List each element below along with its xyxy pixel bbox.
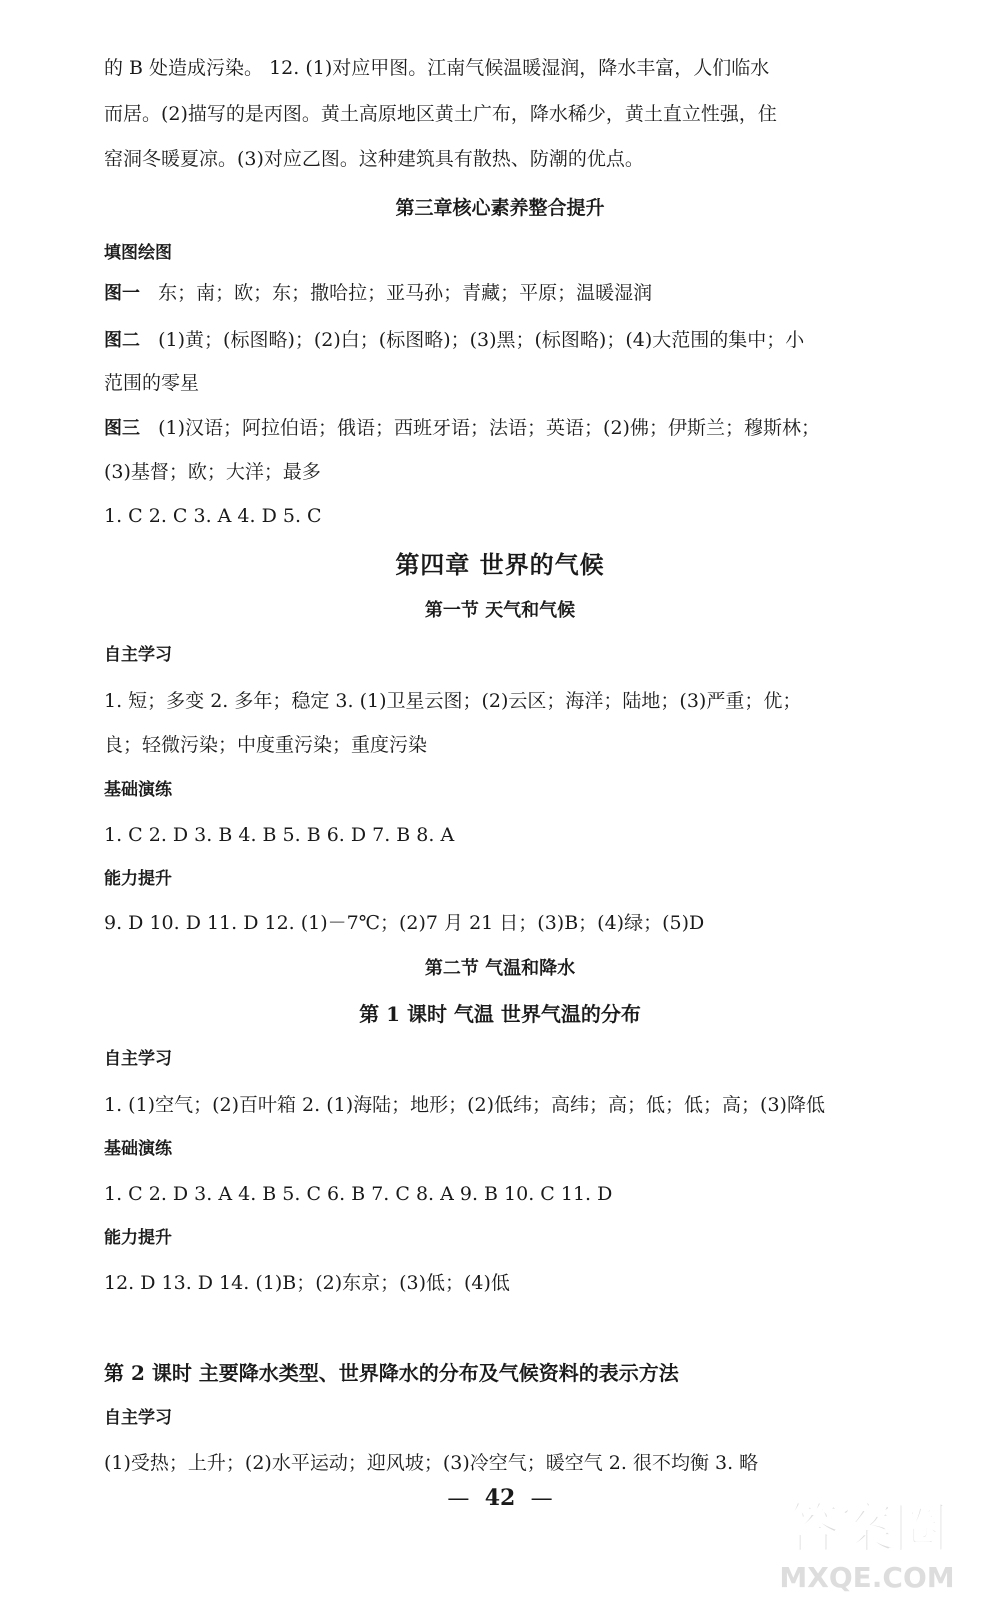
answer-list: 9. D 10. D 11. D 12. (1)－7℃；(2)7 月 21 日；(3)B；(4)绿；(5)D bbox=[104, 912, 705, 934]
answer-list: 1. C 2. C 3. A 4. D 5. C bbox=[104, 505, 322, 527]
section-title: 第二节 气温和降水 bbox=[424, 958, 576, 979]
section-title: 第三章核心素养整合提升 bbox=[395, 197, 605, 219]
figure-answer-2 bbox=[104, 327, 904, 354]
answer-list: (1)受热；上升；(2)水平运动；迎风坡；(3)冷空气；暖空气 2. 很不均衡 3. 略 bbox=[104, 1452, 759, 1474]
figure-text: (1)黄；(标图略)；(2)白；(标图略)；(3)黑；(标图略)；(4)大范围的集中；小 bbox=[158, 329, 805, 351]
text-line: 范围的零星 bbox=[104, 372, 200, 394]
section-title: 第一节 天气和气候 bbox=[424, 600, 576, 621]
chapter-title: 第四章 世界的气候 bbox=[395, 550, 605, 579]
figure-answer-1 bbox=[104, 280, 904, 307]
answer-list: 1. C 2. D 3. A 4. B 5. C 6. B 7. C 8. A 9. B 10. C 11. D bbox=[104, 1183, 613, 1205]
text-line: 良；轻微污染；中度重污染；重度污染 bbox=[104, 734, 428, 756]
page-number-dash: — bbox=[530, 1486, 553, 1511]
lesson-title: 第 1 课时 气温 世界气温的分布 bbox=[359, 1002, 641, 1026]
subsection-heading: 自主学习 bbox=[104, 645, 172, 665]
subsection-heading: 基础演练 bbox=[104, 1139, 172, 1159]
answer-list: 1. C 2. D 3. B 4. B 5. B 6. D 7. B 8. A bbox=[104, 824, 455, 846]
page-number bbox=[0, 1485, 1000, 1511]
figure-text: (1)汉语；阿拉伯语；俄语；西班牙语；法语；英语；(2)佛；伊斯兰；穆斯林； bbox=[158, 417, 820, 439]
subsection-heading: 自主学习 bbox=[104, 1408, 172, 1428]
subsection-heading: 能力提升 bbox=[104, 1228, 172, 1248]
text-line: 窑洞冬暖夏凉。(3)对应乙图。这种建筑具有散热、防潮的优点。 bbox=[104, 148, 644, 170]
figure-label: 图二 bbox=[104, 330, 140, 351]
subsection-heading: 填图绘图 bbox=[104, 243, 172, 263]
subsection-heading: 自主学习 bbox=[104, 1049, 172, 1069]
answer-list: 1. 短；多变 2. 多年；稳定 3. (1)卫星云图；(2)云区；海洋；陆地；(3)严重；优； bbox=[104, 690, 802, 712]
answer-list: 12. D 13. D 14. (1)B；(2)东京；(3)低；(4)低 bbox=[104, 1272, 510, 1294]
subsection-heading: 能力提升 bbox=[104, 869, 172, 889]
page-number-dash: — bbox=[447, 1486, 470, 1511]
figure-label: 图三 bbox=[104, 418, 140, 439]
answer-list: 1. (1)空气；(2)百叶箱 2. (1)海陆；地形；(2)低纬；高纬；高；低；低；高；(3)降低 bbox=[104, 1094, 825, 1116]
figure-label: 图一 bbox=[104, 283, 140, 304]
lesson-title: 第 2 课时 主要降水类型、世界降水的分布及气候资料的表示方法 bbox=[104, 1361, 679, 1385]
watermark-text-en: MXQE.COM bbox=[779, 1561, 955, 1594]
watermark-text-cn: 答案圈 bbox=[786, 1497, 948, 1560]
subsection-heading: 基础演练 bbox=[104, 780, 172, 800]
figure-answer-3 bbox=[104, 415, 904, 442]
page-number-value: 42 bbox=[484, 1485, 516, 1511]
figure-text: 东；南；欧；东；撒哈拉；亚马孙；青藏；平原；温暖湿润 bbox=[158, 282, 653, 304]
text-line: 而居。(2)描写的是丙图。黄土高原地区黄土广布，降水稀少，黄土直立性强，住 bbox=[104, 103, 777, 125]
text-line: 的 B 处造成污染。 12. (1)对应甲图。江南气候温暖湿润，降水丰富，人们临水 bbox=[104, 57, 770, 79]
text-line: (3)基督；欧；大洋；最多 bbox=[104, 461, 321, 483]
